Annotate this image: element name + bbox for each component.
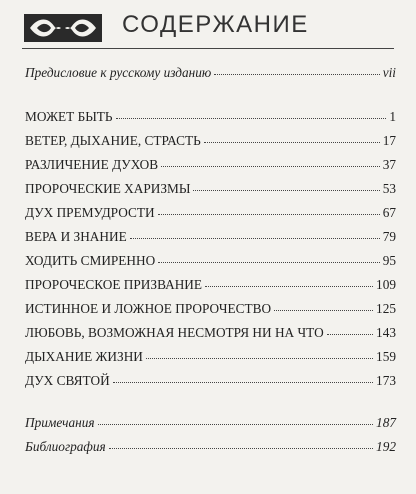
toc-entry <box>25 324 396 342</box>
dot-leader <box>130 237 380 239</box>
toc-entry <box>25 64 396 82</box>
toc-entry <box>25 372 396 390</box>
dot-leader <box>116 117 387 119</box>
toc-entry-page-number: 37 <box>382 157 396 172</box>
dot-leader <box>109 447 373 449</box>
toc-entry <box>25 252 396 270</box>
dot-leader <box>204 141 380 143</box>
toc-entry-label: ХОДИТЬ СМИРЕННО <box>25 253 156 268</box>
toc-entry-page-number: 95 <box>382 253 396 268</box>
toc-entry-label: ВЕТЕР, ДЫХАНИЕ, СТРАСТЬ <box>25 133 201 148</box>
dot-leader <box>327 333 373 335</box>
toc-entry-label: ИСТИННОЕ И ЛОЖНОЕ ПРОРОЧЕСТВО <box>25 301 272 316</box>
toc-entry-label: ДЫХАНИЕ ЖИЗНИ <box>25 349 143 364</box>
dot-leader <box>274 309 373 311</box>
dot-leader <box>98 423 374 425</box>
toc-entry-label: Предисловие к русскому изданию <box>25 65 212 80</box>
toc-entry <box>25 414 396 432</box>
toc-entry-label: ДУХ СВЯТОЙ <box>25 373 110 388</box>
toc-entry-page-number: 159 <box>376 349 396 364</box>
toc-entry <box>25 204 396 222</box>
page-header <box>22 8 394 49</box>
toc-entry-page-number: 1 <box>389 109 396 124</box>
toc-entry-page-number: 125 <box>376 301 396 316</box>
dot-leader <box>158 213 380 215</box>
toc-entry-label: ЛЮБОВЬ, ВОЗМОЖНАЯ НЕСМОТРЯ НИ НА ЧТО <box>25 325 324 340</box>
toc-entry <box>25 276 396 294</box>
dot-leader <box>158 261 379 263</box>
dot-leader <box>146 357 373 359</box>
toc-entry-label: Библиография <box>25 439 106 454</box>
dot-leader <box>214 73 379 75</box>
toc-entry-page-number: 173 <box>376 373 396 388</box>
toc-entry <box>25 180 396 198</box>
toc-entry <box>25 348 396 366</box>
toc-entry-page-number: 53 <box>382 181 396 196</box>
dot-leader <box>193 189 379 191</box>
toc-entry-page-number: 143 <box>376 325 396 340</box>
toc-entry-label: МОЖЕТ БЫТЬ <box>25 109 113 124</box>
toc-entry-page-number: 79 <box>382 229 396 244</box>
toc-entry <box>25 156 396 174</box>
dot-leader <box>161 165 380 167</box>
toc-entry-label: ВЕРА И ЗНАНИЕ <box>25 229 127 244</box>
floral-ornament-icon <box>24 14 102 42</box>
toc-entry <box>25 438 396 456</box>
dot-leader <box>113 381 373 383</box>
toc-entry-page-number: 192 <box>376 439 396 454</box>
toc-entry-page-number: vii <box>382 65 396 80</box>
toc-entry <box>25 228 396 246</box>
toc-entry-label: ПРОРОЧЕСКИЕ ХАРИЗМЫ <box>25 181 191 196</box>
dot-leader <box>205 285 373 287</box>
toc-entry-page-number: 17 <box>382 133 396 148</box>
toc-entry-label: ПРОРОЧЕСКОЕ ПРИЗВАНИЕ <box>25 277 203 292</box>
page-title: СОДЕРЖАНИЕ <box>122 11 309 38</box>
toc-entry <box>25 300 396 318</box>
toc-entry-page-number: 109 <box>376 277 396 292</box>
toc-entry-page-number: 187 <box>376 415 396 430</box>
toc-entry <box>25 108 396 126</box>
toc-entry-label: Примечания <box>25 415 95 430</box>
toc-entry-label: РАЗЛИЧЕНИЕ ДУХОВ <box>25 157 159 172</box>
toc-entry-label: ДУХ ПРЕМУДРОСТИ <box>25 205 155 220</box>
toc-entry <box>25 132 396 150</box>
toc-entry-page-number: 67 <box>382 205 396 220</box>
